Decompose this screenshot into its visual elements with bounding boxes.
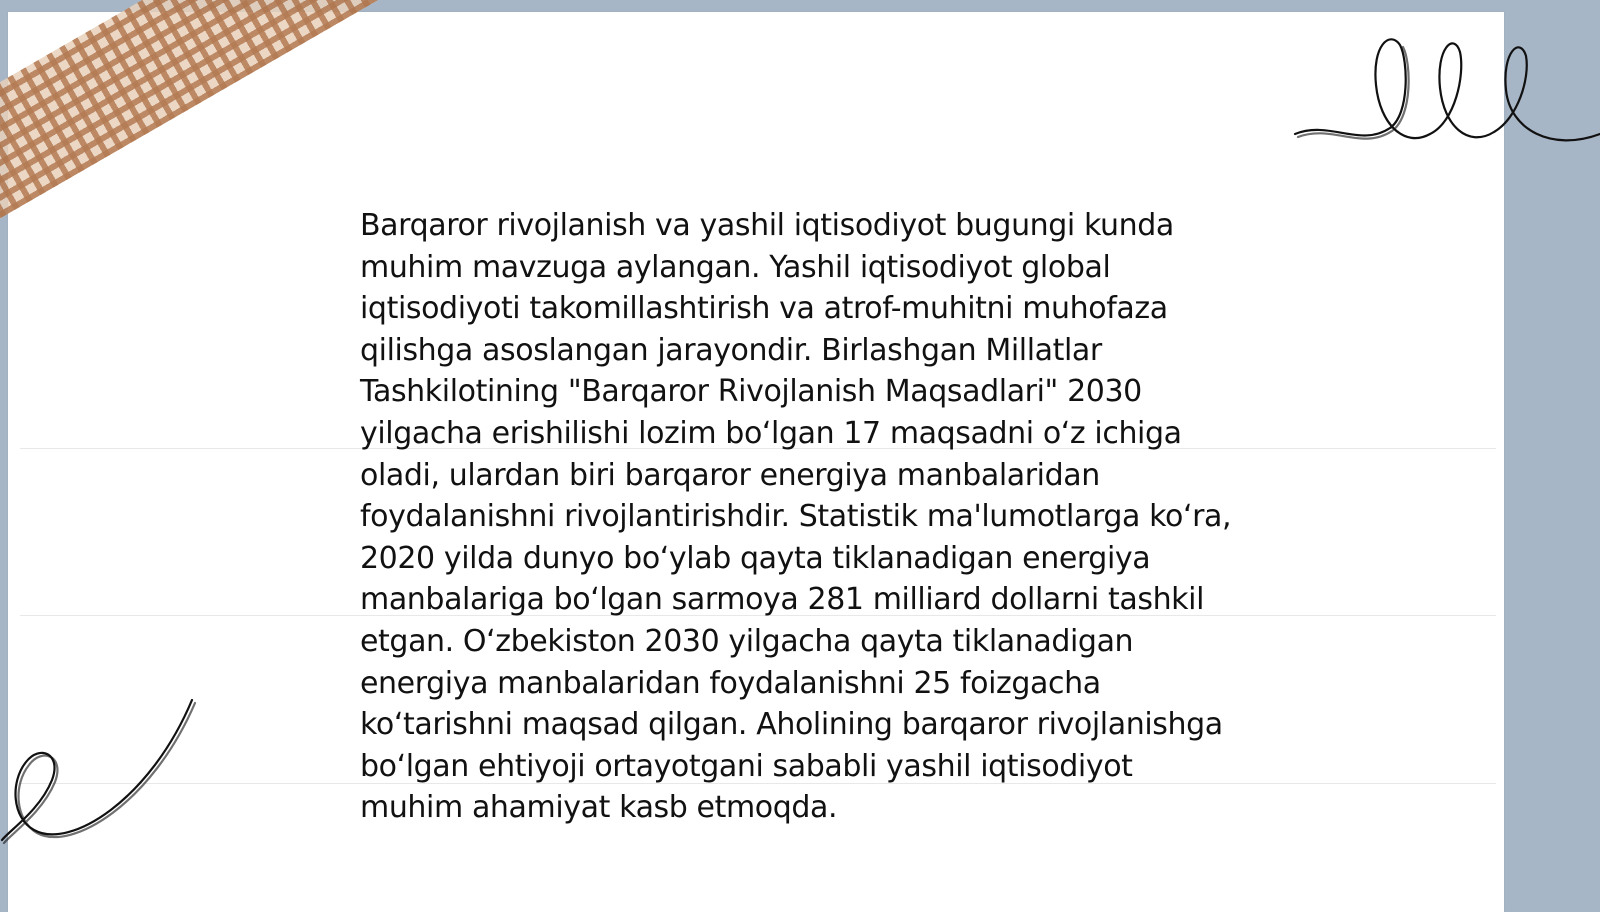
loop-squiggle-icon <box>1290 30 1600 160</box>
loop-swash-icon <box>0 690 210 850</box>
body-paragraph: Barqaror rivojlanish va yashil iqtisodiyot bugungi kunda muhim mavzuga aylangan. Yashil iqtisodiyot global iqtisodiyoti takomillashtirish va atrof-muhitni muhofaza qilishga asoslangan jarayondir. Birlashgan Millatlar Tashkilotining "Barqaror Rivojlanish Maqsadlari" 2030 yilgacha erishilishi lozim boʻlgan 17 maqsadni oʻz ichiga oladi, ulardan biri barqaror energiya manbalaridan foydalanishni rivojlantirishdir. Statistik ma'lumotlarga koʻra, 2020 yilda dunyo boʻylab qayta tiklanadigan energiya manbalariga boʻlgan sarmoya 281 milliard dollarni tashkil etgan. Oʻzbekiston 2030 yilgacha qayta tiklanadigan energiya manbalaridan foydalanishni 25 foizgacha koʻtarishni maqsad qilgan. Aholining barqaror rivojlanishga boʻlgan ehtiyoji ortayotgani sababli yashil iqtisodiyot muhim ahamiyat kasb etmoqda. <box>360 208 1232 826</box>
